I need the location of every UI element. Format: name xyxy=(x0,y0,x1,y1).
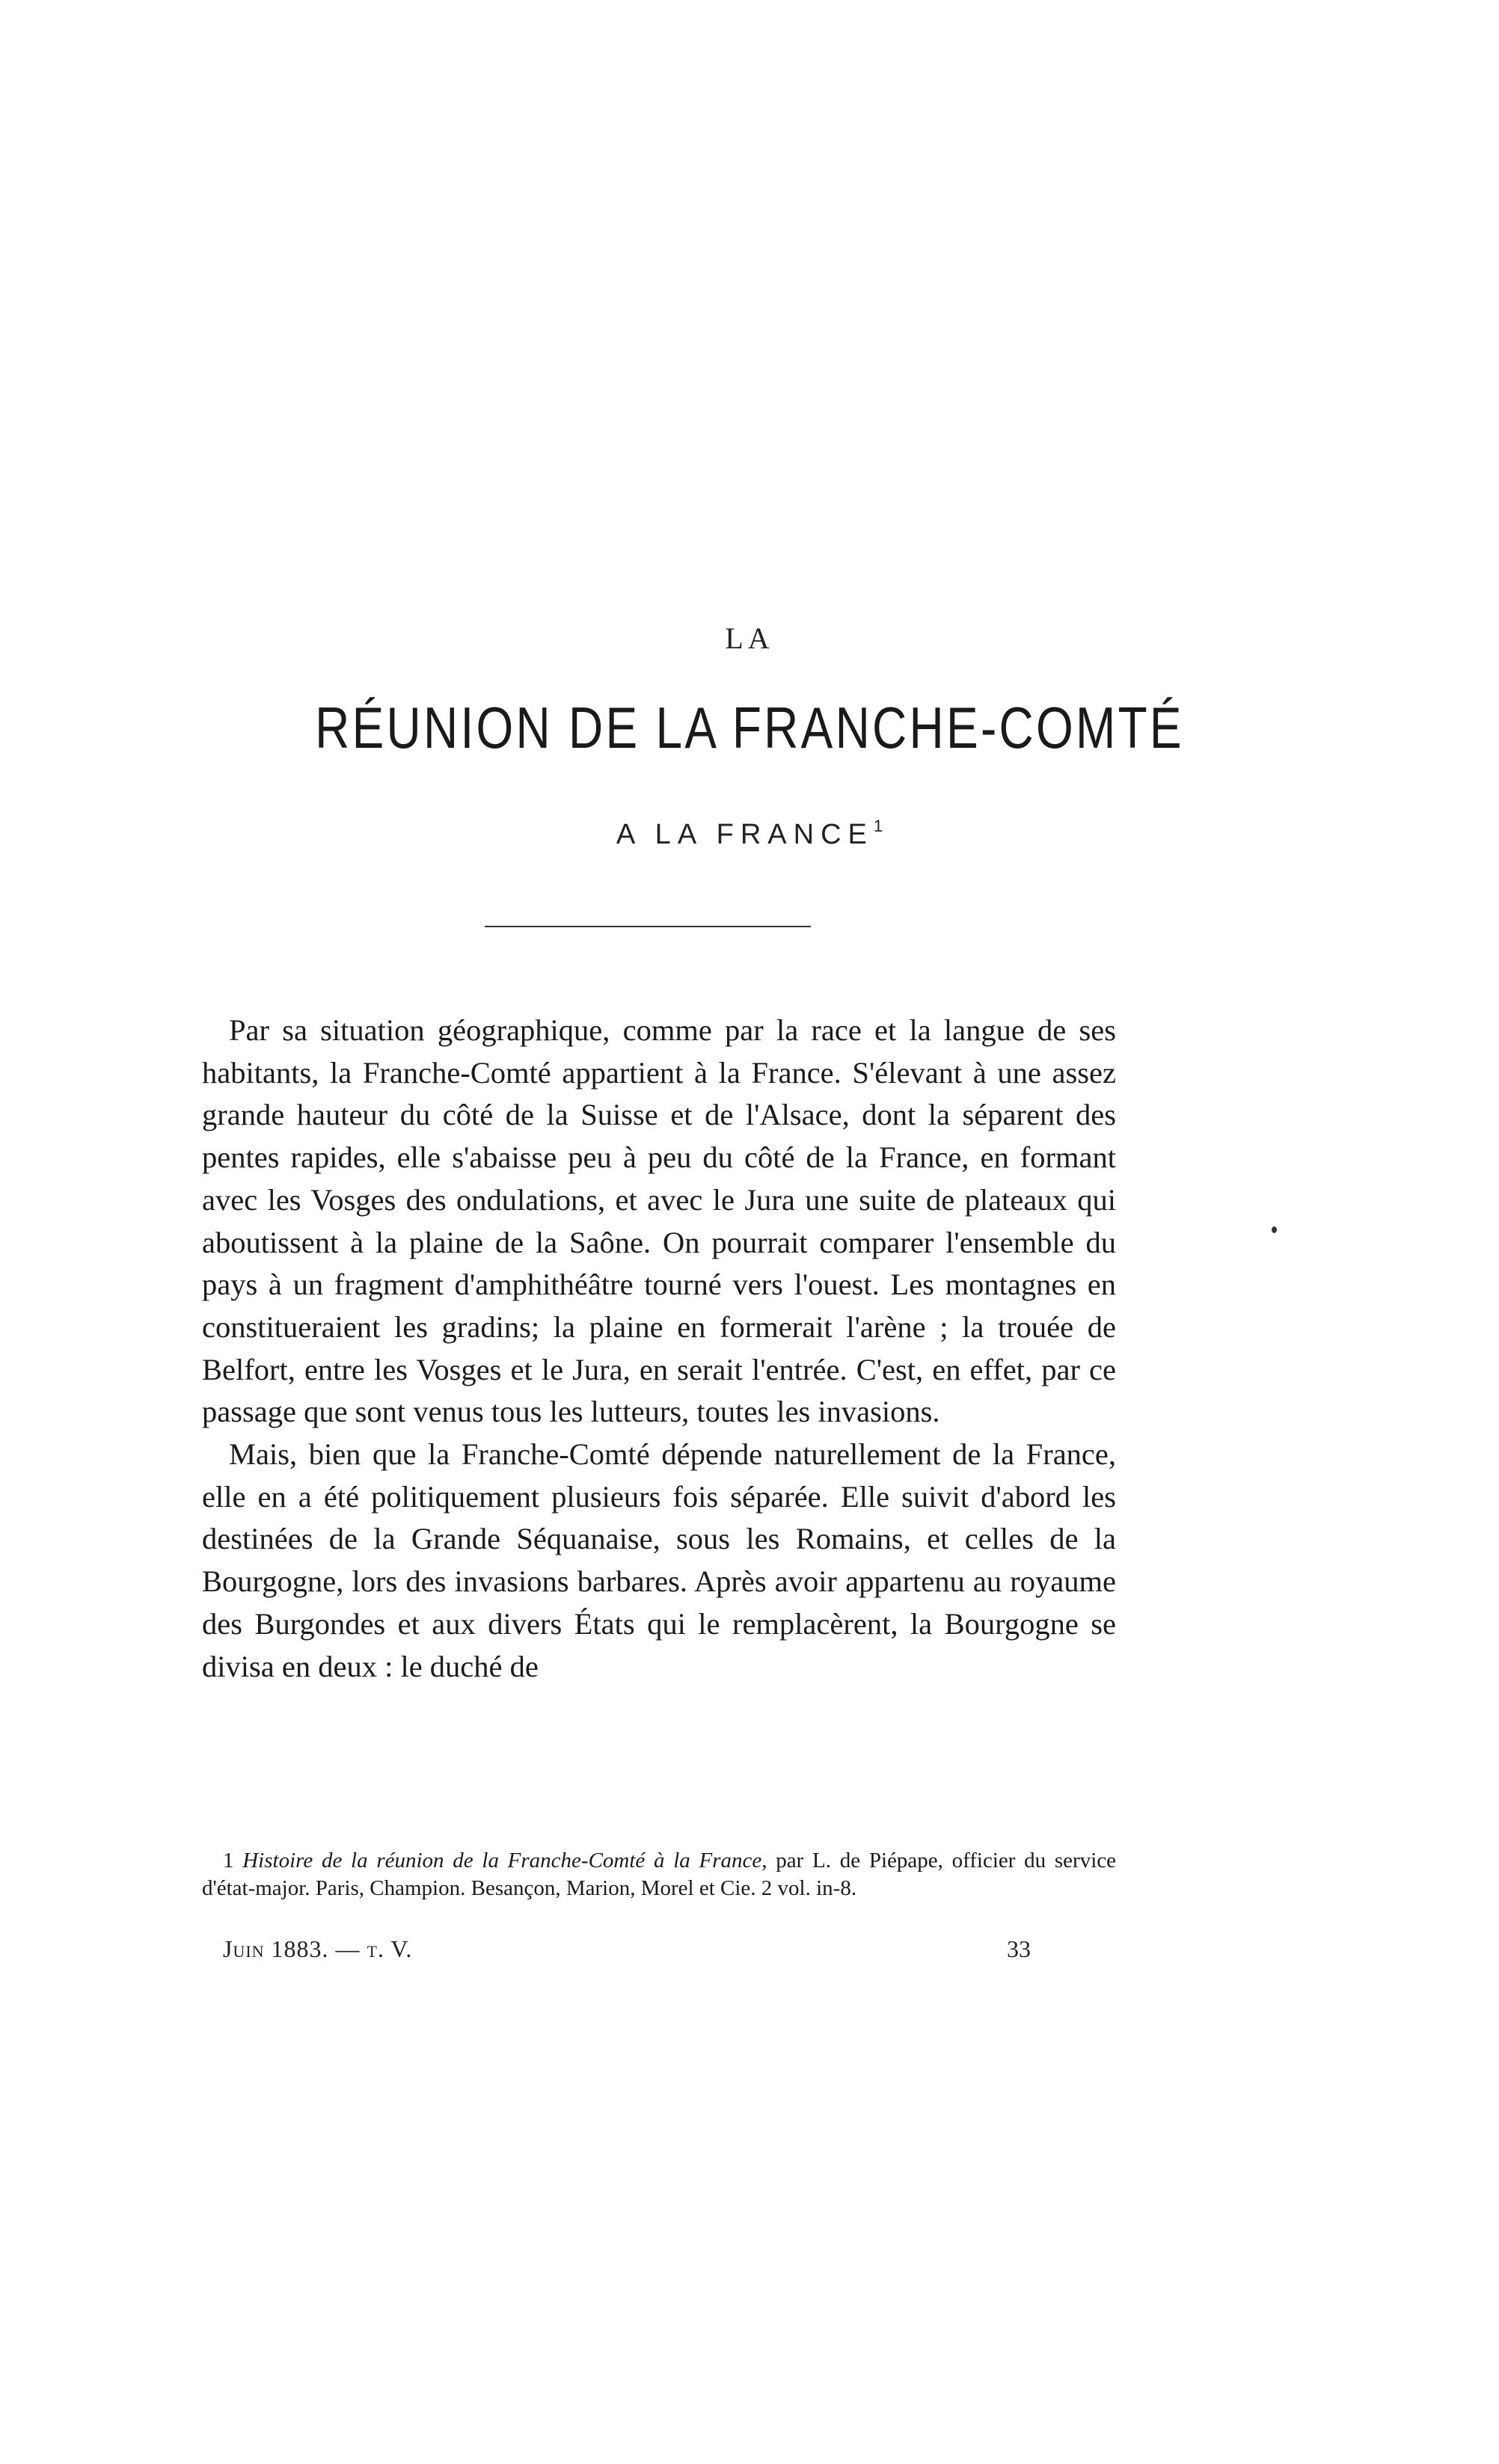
page-number: 33 xyxy=(1007,1935,1031,1962)
page-title: RÉUNION DE LA FRANCHE-COMTÉ xyxy=(315,695,1184,761)
footnote-reference: 1 xyxy=(873,817,883,835)
paragraph-1: Par sa situation géographique, comme par la race et la langue de ses habitants, la Franche-Comté appartient à la France. S'élevant à une assez grande hauteur du côté de la Suisse et de l'Alsace, dont la séparent des pentes rapides, elle s'abaisse peu à peu du côté de la France, en formant avec les Vosges des ondulations, et avec le Jura une suite de plateaux qui aboutissent à la plaine de la Saône. On pourrait comparer l'ensemble du pays à un fragment d'amphithéâtre tourné vers l'ouest. Les montagnes en constitueraient les gradins; la plaine en formerait l'arène ; la trouée de Belfort, entre les Vosges et le Jura, en serait l'entrée. C'est, en effet, par ce passage que sont venus tous les lutteurs, toutes les invasions. xyxy=(202,1013,1116,1429)
footnote-book-title: Histoire de la réunion de la Franche-Comté à la France, xyxy=(242,1849,767,1872)
footnote-details: par L. de Piépape, officier du service d'état-major. Paris, Champion. Besançon, Marion, Morel et Cie. 2 vol. in-8. xyxy=(202,1849,1117,1900)
title-divider xyxy=(485,926,811,927)
paragraph-2: Mais, bien que la Franche-Comté dépende naturellement de la France, elle en a été politiquement plusieurs fois séparée. Elle suivit d'abord les destinées de la Grande Séquanaise, sous les Romains, et celles de la Bourgogne, lors des invasions barbares. Après avoir appartenu au royaume des Burgondes et aux divers États qui le remplacèrent, la Bourgogne se divisa en deux : le duché de xyxy=(202,1437,1116,1683)
issue-label: Juin 1883. — t. V. xyxy=(223,1935,413,1962)
footnote-marker: 1 xyxy=(223,1849,234,1872)
title-kicker: LA xyxy=(725,621,774,655)
ink-speck xyxy=(1272,1226,1277,1233)
article-body xyxy=(202,1010,1116,1688)
page-subtitle xyxy=(0,817,1499,851)
footnote-paragraph xyxy=(202,1847,1116,1902)
footnote xyxy=(202,1847,1116,1902)
subtitle-text: A LA FRANCE xyxy=(616,819,874,850)
